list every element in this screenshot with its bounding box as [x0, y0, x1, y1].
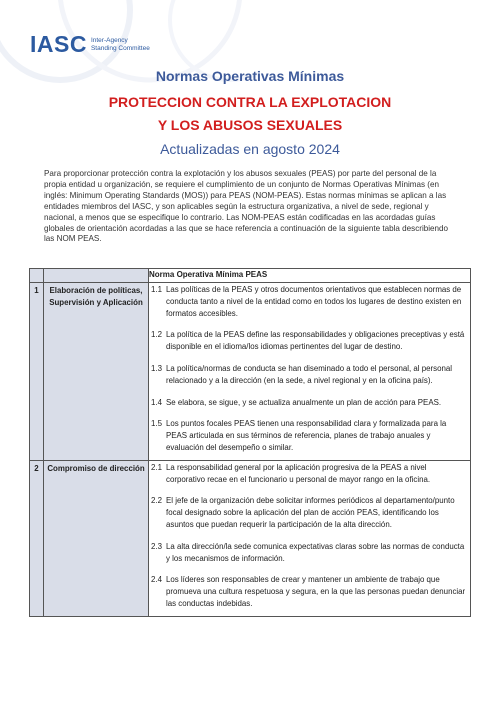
item-number: 1.1: [151, 285, 162, 294]
section-title: Compromiso de dirección: [44, 460, 149, 616]
header-blank-num: [30, 269, 44, 283]
item-number: 2.2: [151, 496, 162, 506]
item-text: La alta dirección/la sede comunica expectativas claras sobre las normas de conducta y los mecanismos de información.: [166, 541, 465, 563]
list-item: [151, 329, 466, 353]
doc-title-line1: Normas Operativas Mínimas: [155, 68, 345, 84]
table-header-row: [30, 269, 471, 283]
list-item: [151, 541, 466, 565]
list-item: [151, 462, 466, 486]
list-item: [151, 495, 466, 530]
logo-wordmark: IASC: [30, 31, 87, 57]
item-number: 2.1: [151, 462, 162, 472]
table-row: [30, 283, 471, 461]
logo-subtitle-line1: Inter-Agency: [90, 36, 128, 44]
item-text: La responsabilidad general por la aplicación progresiva de la PEAS a nivel corporativo recae en el funcionario u personal de mayor rango en la oficina.: [166, 462, 431, 484]
doc-title-line3: Y LOS ABUSOS SEXUALES: [157, 117, 343, 133]
standards-table: [29, 268, 471, 617]
item-number: 1.2: [151, 330, 162, 340]
item-number: 1.4: [151, 397, 162, 407]
list-item: [151, 363, 466, 387]
row-number: 1: [30, 283, 44, 461]
table-header: Norma Operativa Mínima PEAS: [149, 269, 471, 283]
intro-paragraph: Para proporcionar protección contra la explotación y los abusos sexuales (PEAS) por parte del personal de la propia entidad u organización, se requiere el cumplimiento de un conjunto de Normas Operativas Mínimas (en inglés: Minimum Operating Standards (MOS)) para PEAS (NOM-PEAS). Estas normas mínimas se aplican a las entidades miembros del IASC, y son aplicables según la estructura organizativa, a nivel de sede, regional y nacional, a menos que se especifique lo contrario. Las NOM-PEAS están codificadas en las acordadas guías globales de orientación acordadas a las que se hace referencia a continuación de la siguiente tabla describiendo las NOM PEAS.: [44, 169, 449, 244]
list-item: [151, 574, 466, 609]
item-number: 2.4: [151, 575, 162, 585]
item-text: Los puntos focales PEAS tienen una responsabilidad clara y formalizada para la PEAS articulada en sus términos de referencia, planes de trabajo anuales y evaluación del desempeño o similar.: [166, 419, 447, 452]
list-item: [151, 284, 466, 319]
standards-list: [149, 283, 471, 461]
header-blank-section: [44, 269, 149, 283]
doc-title-line2: PROTECCION CONTRA LA EXPLOTACION: [108, 94, 392, 110]
list-item: [151, 397, 466, 409]
item-number: 2.3: [151, 541, 162, 551]
item-text: Los líderes son responsables de crear y mantener un ambiente de trabajo que promueva una cultura respetuosa y segura, en la que las personas puedan denunciar las conductas indebidas.: [166, 575, 466, 608]
item-text: Se elabora, se sigue, y se actualiza anualmente un plan de acción para PEAS.: [166, 397, 442, 407]
logo-subtitle: [91, 37, 150, 53]
item-text: La política/normas de conducta se han diseminado a todo el personal, al personal relacionado y a la dirección (en la sede, a nivel regional y en la oficina país).: [166, 363, 453, 385]
table-row: [30, 460, 471, 616]
item-text: Las políticas de la PEAS y otros documentos orientativos que establecen normas de conducta tanto a nivel de la entidad como en todos los lugares de destino existen en formatos accesibles.: [166, 285, 462, 318]
row-number: 2: [30, 460, 44, 616]
item-text: El jefe de la organización debe solicitar informes periódicos al departamento/punto focal designado sobre la aplicación del plan de acción PEAS, identificando los asuntos que puedan requerir la participación de la alta dirección.: [166, 496, 455, 529]
list-item: [151, 418, 466, 453]
item-number: 1.5: [151, 419, 162, 429]
standards-list: [149, 460, 471, 616]
logo-subtitle-line2: Standing Committee: [90, 44, 150, 52]
item-text: La política de la PEAS define las responsabilidades y obligaciones preceptivas y está disponible en el idioma/los idiomas pertinentes del lugar de destino.: [166, 330, 465, 352]
item-number: 1.3: [151, 363, 162, 373]
iasc-logo: [30, 31, 150, 58]
section-title: Elaboración de políticas, Supervisión y Aplicación: [44, 283, 149, 461]
doc-updated-date: Actualizadas en agosto 2024: [160, 141, 340, 157]
